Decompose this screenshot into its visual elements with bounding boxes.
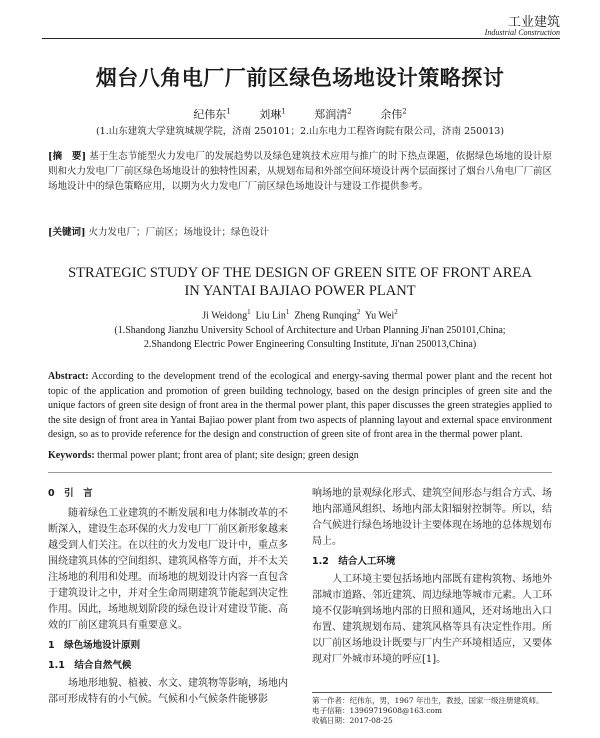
abstract-cn-label: [摘 要]: [48, 151, 87, 162]
author-cn: 余伟: [380, 108, 403, 121]
keywords-cn-label: [关键词]: [48, 227, 86, 238]
author-cn: 刘琳: [259, 108, 282, 121]
section-heading: 0 引 言: [48, 488, 93, 499]
author-cn: 郑润清: [314, 108, 348, 121]
author-en: Yu Wei: [364, 310, 395, 322]
body-right-column: [312, 486, 552, 672]
keywords-cn: [48, 224, 552, 238]
authors-cn: 纪伟东$^1$ 刘琳$^1$ 郑润清$^2$ 余伟$^2$: [193, 107, 407, 121]
subsection-heading: 1.1 结合自然气候: [48, 660, 132, 671]
keywords-en-label: Keywords:: [48, 450, 95, 461]
abstract-cn: [48, 149, 552, 194]
affiliation-cn: (1.山东建筑大学建筑城规学院，济南 250101；2.山东电力工程咨询院有限公司，济南 250013): [95, 126, 505, 137]
footnote-author: 第一作者：纪伟东，男，1967 年出生，教授，国家一级注册建筑师。: [312, 696, 544, 705]
keywords-en: [48, 450, 552, 461]
section-heading: 1 绿色场地设计原则: [48, 640, 141, 651]
subsection-heading: 1.2 结合人工环境: [312, 556, 396, 567]
keywords-cn-text: 火力发电厂；厂前区；场地设计；绿色设计: [88, 227, 270, 238]
abstract-en: [48, 370, 552, 443]
journal-name-cn: 工业建筑: [507, 15, 560, 30]
author-en: Liu Lin: [255, 310, 286, 322]
abstract-cn-text: 基于生态节能型火力发电厂的发展趋势以及绿色建筑技术应用与推广的时下热点课题，依据绿色场地的设计原则和火力发电厂厂前区绿色场地设计的独特性因素，从规划布局和外部空间环境设计两个层面探讨了烟台八角电厂厂前区场地设计中的绿色策略应用，以期为火力发电厂厂前区绿色场地设计与建设工作提供参考。: [48, 151, 552, 192]
keywords-en-text: thermal power plant; front area of plant; site design; green design: [97, 450, 359, 461]
paragraph: 随着绿色工业建筑的不断发展和电力体制改革的不断深入，建设生态环保的火力发电厂厂前区新形象越来越受到人们关注。在以往的火力发电厂设计中，重点多围绕建筑具体的空间组织、建筑风格等方面，并不太关注场地的利用和处理。而场地的规划设计内容一直包含于建筑设计之中，并对全生命周期建筑节能起到决定性作用。因此，场地规划阶段的绿色设计对建设节能、高效的厂前区建筑具有重要意义。: [48, 508, 288, 631]
footnote: [312, 692, 552, 726]
header-divider: [42, 38, 560, 39]
body-left-column: [48, 486, 288, 712]
abstract-en-label: Abstract:: [48, 371, 89, 382]
author-en: Zheng Runqing: [294, 310, 357, 322]
authors-en: Ji Weidong$^1$ Liu Lin$^1$ Zheng Runqing$^2$ Yu Wei$^2$: [202, 308, 398, 322]
footnote-received: 收稿日期：2017-08-25: [312, 716, 393, 725]
affiliation-en: (1.Shandong Jianzhu University School of Architecture and Urban Planning Ji'nan 250101,China; 2.Shandong Electric Power Engineering Consulting Institute, Ji'nan 250013,China): [114, 325, 506, 350]
paragraph: 场地形地貌、植被、水文、建筑物等影响，场地内部可形成特有的小气候。气候和小气候条件能够影: [48, 678, 288, 705]
title-en: STRATEGIC STUDY OF THE DESIGN OF GREEN SITE OF FRONT AREA IN YANTAI BAJIAO POWER PLANT: [68, 265, 532, 299]
abstract-en-text: According to the development trend of the ecological and energy-saving thermal power plant and the recent hot topic of the application and promotion of green building technology, based on the design principles of green site and the unique factors of green site design of front area in the thermal power plant, this paper discusses the green strategies applied to the site design of front area in Yantai Bajiao power plant from two aspects of planning layout and external space environment design, so as to provide reference for the design and construction of green site of front area in the thermal power plant.: [48, 371, 552, 440]
section-divider: [48, 472, 552, 473]
paragraph: 响场地的景观绿化形式、建筑空间形态与组合方式、场地内部通风组织、场地内部太阳辐射控制等。所以，结合气候进行绿色场地设计主要体现在场地的总体规划布局上。: [312, 488, 552, 547]
journal-name-en: Industrial Construction: [484, 28, 560, 37]
title-cn: 烟台八角电厂厂前区绿色场地设计策略探讨: [95, 66, 505, 90]
author-cn: 纪伟东: [193, 108, 227, 121]
author-en: Ji Weidong: [202, 310, 248, 322]
paragraph: 人工环境主要包括场地内部既有建构筑物、场地外部城市道路、邻近建筑、周边绿地等城市元素。人工环境不仅影响到场地内部的日照和通风，还对场地出入口布置、建筑规划布局、建筑风格等具有决定性作用。所以厂前区场地设计既要与厂内生产环境相适应，又要体现对厂外城市环境的呼应[1]。: [312, 574, 552, 665]
footnote-email: 电子信箱：13969719608@163.com: [312, 706, 443, 715]
